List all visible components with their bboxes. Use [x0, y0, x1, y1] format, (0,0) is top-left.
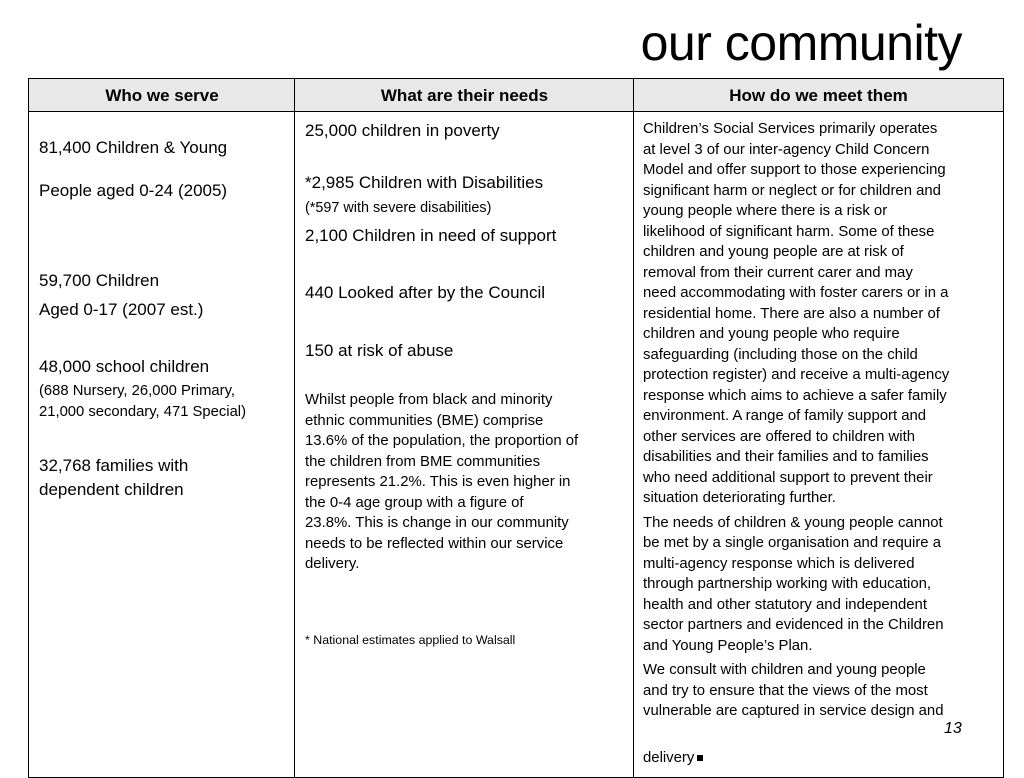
- bme-paragraph: [305, 390, 578, 575]
- column-divider: [633, 79, 634, 777]
- paragraph-line: Model and offer support to those experiencing: [643, 162, 946, 178]
- paragraph-line: response which aims to achieve a safer family: [643, 387, 947, 404]
- school-children-count: 48,000 school children: [39, 357, 210, 376]
- partnership-paragraph: [643, 513, 949, 657]
- paragraph-line: protection register) and receive a multi-agency: [643, 367, 950, 383]
- severe-disabilities-note: (*597 with severe disabilities): [305, 200, 492, 216]
- how-we-meet-cell: [643, 119, 949, 772]
- paragraph-line: other services are offered to children with: [643, 428, 916, 445]
- paragraph-line: sector partners and evidenced in the Children: [643, 617, 944, 633]
- children-in-need: 2,100 Children in need of support: [305, 226, 557, 245]
- looked-after-count: 440 Looked after by the Council: [305, 283, 546, 302]
- delivery-word: delivery: [643, 749, 695, 766]
- header-what-are-their-needs: What are their needs: [295, 79, 634, 112]
- children-young-count: 81,400 Children & Young: [39, 138, 228, 157]
- paragraph-line: children and young people who require: [643, 326, 900, 342]
- bullet-mark: [697, 755, 703, 761]
- school-breakdown-line-2: 21,000 secondary, 471 Special): [39, 404, 247, 420]
- paragraph-line: and Young People’s Plan.: [643, 637, 813, 654]
- paragraph-line: need accommodating with foster carers or in a: [643, 285, 949, 301]
- paragraph-line: likelihood of significant harm. Some of these: [643, 223, 935, 240]
- paragraph-line: vulnerable are captured in service design and: [643, 703, 944, 719]
- paragraph-line: Children’s Social Services primarily operates: [643, 121, 938, 137]
- paragraph-line: safeguarding (including those on the child: [643, 346, 918, 363]
- paragraph-line: significant harm or neglect or for children and: [643, 182, 941, 199]
- paragraph-line: children and young people are at risk of: [643, 244, 904, 260]
- slide-number: 13: [944, 720, 962, 737]
- families-line-2: dependent children: [39, 480, 184, 499]
- social-services-paragraph: [643, 119, 949, 509]
- paragraph-line: The needs of children & young people cannot: [643, 514, 943, 531]
- bme-line: needs to be reflected within our service: [305, 535, 564, 552]
- paragraph-line: removal from their current carer and may: [643, 264, 913, 281]
- paragraph-line: who need additional support to prevent their: [643, 469, 933, 486]
- column-divider: [294, 79, 295, 777]
- national-estimates-footnote: * National estimates applied to Walsall: [305, 633, 516, 647]
- paragraph-line: We consult with children and young people: [643, 662, 926, 678]
- bme-line: 13.6% of the population, the proportion of: [305, 433, 579, 449]
- paragraph-line: at level 3 of our inter-agency Child Concern: [643, 141, 930, 158]
- paragraph-line: environment. A range of family support and: [643, 408, 927, 424]
- disabilities-need: *2,985 Children with Disabilities: [305, 173, 544, 192]
- consultation-paragraph: [643, 660, 949, 768]
- risk-of-abuse-count: 150 at risk of abuse: [305, 341, 454, 360]
- header-who-we-serve: Who we serve: [29, 79, 295, 112]
- bme-line: Whilst people from black and minority: [305, 392, 553, 408]
- poverty-need: 25,000 children in poverty: [305, 121, 500, 140]
- children-aged-line: Aged 0-17 (2007 est.): [39, 300, 204, 319]
- paragraph-line: multi-agency response which is delivered: [643, 555, 915, 572]
- bme-line: the 0-4 age group with a figure of: [305, 494, 524, 511]
- children-count: 59,700 Children: [39, 271, 160, 290]
- people-aged-line: People aged 0-24 (2005): [39, 181, 228, 200]
- community-table: [28, 78, 1004, 778]
- paragraph-line: situation deteriorating further.: [643, 490, 836, 506]
- bme-line: 23.8%. This is change in our community: [305, 515, 569, 531]
- school-breakdown-line-1: (688 Nursery, 26,000 Primary,: [39, 383, 235, 399]
- header-how-do-we-meet-them: How do we meet them: [634, 79, 1003, 112]
- families-count: 32,768 families with: [39, 456, 189, 475]
- paragraph-line: young people where there is a risk or: [643, 203, 888, 219]
- paragraph-line: disabilities and their families and to families: [643, 449, 929, 465]
- bme-line: ethnic communities (BME) comprise: [305, 412, 544, 429]
- paragraph-line: be met by a single organisation and require a: [643, 535, 942, 551]
- paragraph-line: health and other statutory and independent: [643, 596, 927, 613]
- slide-title: our community: [640, 15, 962, 71]
- paragraph-line: through partnership working with education,: [643, 576, 932, 592]
- paragraph-last-line: [643, 748, 949, 769]
- paragraph-line: residential home. There are also a number of: [643, 305, 940, 322]
- paragraph-line: and try to ensure that the views of the most: [643, 682, 928, 699]
- bme-line: the children from BME communities: [305, 453, 541, 470]
- bme-line: delivery.: [305, 556, 360, 572]
- bme-line: represents 21.2%. This is even higher in: [305, 474, 571, 490]
